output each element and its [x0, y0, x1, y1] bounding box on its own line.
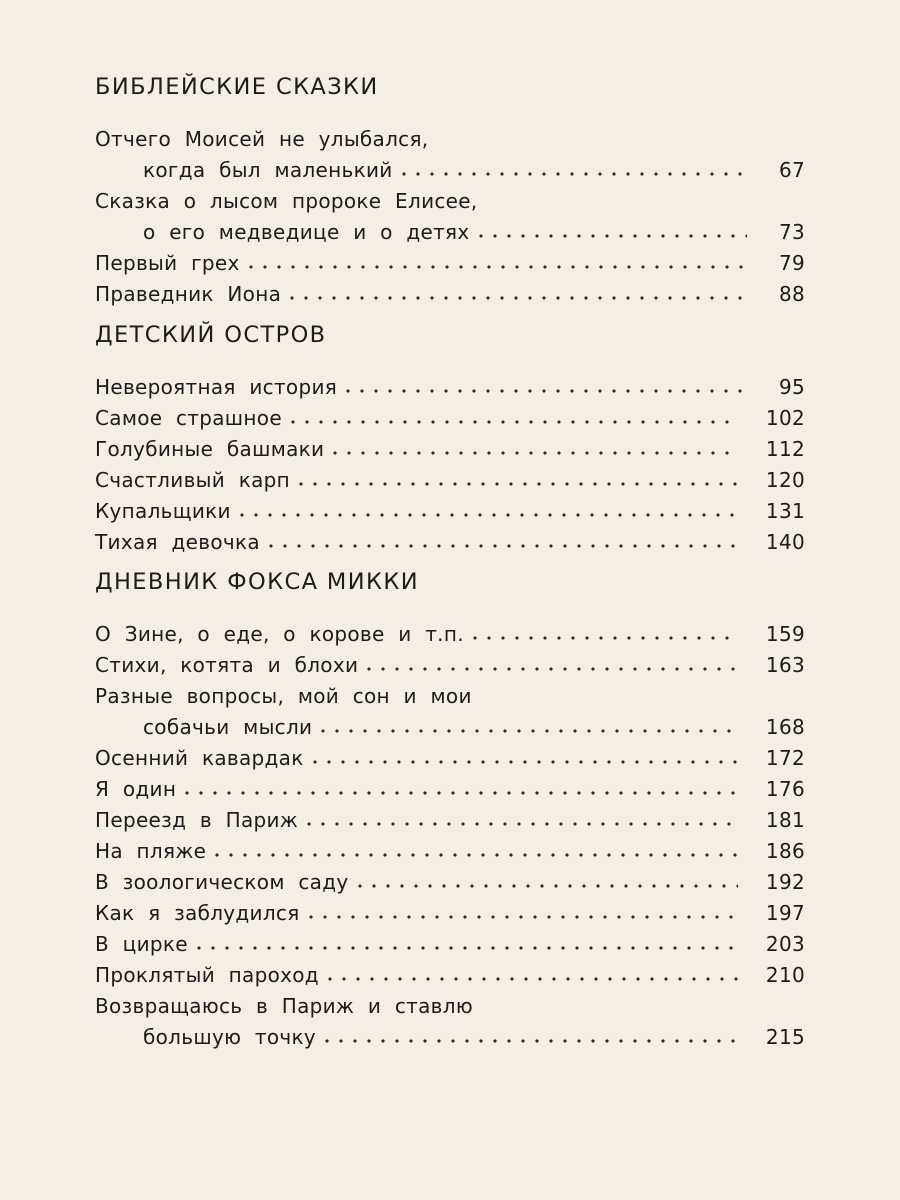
- entry-page-number: 140: [765, 530, 805, 554]
- toc-entry[interactable]: [95, 960, 805, 991]
- dot-leader: [323, 977, 738, 981]
- toc-entry-list: [95, 372, 805, 558]
- entry-title: В цирке: [95, 932, 188, 956]
- section-heading: БИБЛЕЙСКИЕ СКАЗКИ: [95, 74, 379, 100]
- dot-leader: [210, 853, 738, 857]
- toc-entry[interactable]: [95, 496, 805, 527]
- entry-title-continued: большую точку: [143, 1025, 316, 1049]
- dot-leader: [341, 389, 747, 393]
- toc-entry[interactable]: [95, 403, 805, 434]
- entry-title: Счастливый карп: [95, 468, 291, 492]
- entry-last-line: [95, 1022, 805, 1053]
- entry-title: Отчего Моисей не улыбался,: [95, 127, 429, 151]
- entry-line: [95, 898, 805, 929]
- dot-leader: [192, 946, 738, 950]
- entry-page-number: 192: [765, 870, 805, 894]
- dot-leader: [468, 636, 738, 640]
- toc-entry[interactable]: [95, 743, 805, 774]
- toc-entry[interactable]: [95, 991, 805, 1053]
- toc-entry[interactable]: [95, 248, 805, 279]
- entry-page-number: 95: [778, 375, 805, 399]
- dot-leader: [235, 513, 738, 517]
- entry-page-number: 203: [765, 932, 805, 956]
- entry-title: Стихи, котята и блохи: [95, 653, 359, 677]
- dot-leader: [244, 265, 747, 269]
- toc-entry[interactable]: [95, 372, 805, 403]
- entry-line: [95, 774, 805, 805]
- toc-entry[interactable]: [95, 619, 805, 650]
- entry-page-number: 181: [765, 808, 805, 832]
- toc-entry[interactable]: [95, 681, 805, 743]
- toc-entry-list: [95, 619, 805, 1053]
- entry-first-line: [95, 681, 805, 712]
- entry-title: Тихая девочка: [95, 530, 260, 554]
- entry-title: Как я заблудился: [95, 901, 300, 925]
- entry-page-number: 112: [765, 437, 805, 461]
- entry-line: [95, 465, 805, 496]
- entry-line: [95, 650, 805, 681]
- entry-first-line: [95, 186, 805, 217]
- toc-entry[interactable]: [95, 929, 805, 960]
- dot-leader: [353, 884, 738, 888]
- entry-page-number: 131: [765, 499, 805, 523]
- entry-page-number: 210: [765, 963, 805, 987]
- toc-entry[interactable]: [95, 867, 805, 898]
- entry-line: [95, 279, 805, 310]
- entry-page-number: 176: [765, 777, 805, 801]
- entry-page-number: 120: [765, 468, 805, 492]
- toc-entry[interactable]: [95, 805, 805, 836]
- toc-section: [95, 72, 805, 310]
- toc-entry[interactable]: [95, 186, 805, 248]
- entry-title: Сказка о лысом пророке Елисее,: [95, 189, 478, 213]
- entry-last-line: [95, 155, 805, 186]
- entry-title: Праведник Иона: [95, 282, 282, 306]
- entry-line: [95, 805, 805, 836]
- entry-page-number: 163: [765, 653, 805, 677]
- toc-entry[interactable]: [95, 434, 805, 465]
- entry-title: На пляже: [95, 839, 207, 863]
- entry-line: [95, 619, 805, 650]
- entry-last-line: [95, 712, 805, 743]
- entry-page-number: 168: [765, 715, 805, 739]
- entry-line: [95, 434, 805, 465]
- entry-page-number: 102: [765, 406, 805, 430]
- toc-entry[interactable]: [95, 124, 805, 186]
- dot-leader: [294, 482, 738, 486]
- entry-title: Проклятый пароход: [95, 963, 319, 987]
- entry-page-number: 172: [765, 746, 805, 770]
- entry-line: [95, 836, 805, 867]
- dot-leader: [180, 791, 738, 795]
- toc-entry[interactable]: [95, 465, 805, 496]
- dot-leader: [302, 822, 738, 826]
- entry-title: Невероятная история: [95, 375, 338, 399]
- entry-title: Осенний кавардак: [95, 746, 304, 770]
- entry-line: [95, 743, 805, 774]
- entry-title: Я один: [95, 777, 177, 801]
- entry-page-number: 79: [778, 251, 805, 275]
- entry-first-line: [95, 124, 805, 155]
- entry-page-number: 215: [765, 1025, 805, 1049]
- entry-first-line: [95, 991, 805, 1022]
- toc-entry[interactable]: [95, 279, 805, 310]
- entry-title: Переезд в Париж: [95, 808, 299, 832]
- dot-leader: [397, 172, 747, 176]
- entry-page-number: 73: [778, 220, 805, 244]
- entry-line: [95, 372, 805, 403]
- section-heading: ДНЕВНИК ФОКСА МИККИ: [95, 569, 419, 595]
- entry-last-line: [95, 217, 805, 248]
- toc-section: [95, 567, 805, 1053]
- dot-leader: [328, 451, 738, 455]
- entry-line: [95, 403, 805, 434]
- toc-section: [95, 320, 805, 558]
- entry-line: [95, 867, 805, 898]
- entry-title: В зоологическом саду: [95, 870, 349, 894]
- entry-title: О Зине, о еде, о корове и т.п.: [95, 622, 464, 646]
- entry-line: [95, 960, 805, 991]
- dot-leader: [286, 420, 738, 424]
- dot-leader: [264, 544, 738, 548]
- toc-entry[interactable]: [95, 898, 805, 929]
- toc-entry[interactable]: [95, 836, 805, 867]
- toc-entry-list: [95, 124, 805, 310]
- entry-page-number: 186: [765, 839, 805, 863]
- dot-leader: [304, 915, 738, 919]
- dot-leader: [474, 234, 747, 238]
- dot-leader: [316, 729, 738, 733]
- entry-page-number: 88: [778, 282, 805, 306]
- entry-title: Купальщики: [95, 499, 231, 523]
- toc-entry[interactable]: [95, 650, 805, 681]
- dot-leader: [308, 760, 738, 764]
- entry-title: Самое страшное: [95, 406, 282, 430]
- entry-line: [95, 527, 805, 558]
- entry-line: [95, 496, 805, 527]
- entry-title: Возвращаюсь в Париж и ставлю: [95, 994, 473, 1018]
- toc-entry[interactable]: [95, 774, 805, 805]
- entry-page-number: 197: [765, 901, 805, 925]
- entry-title: Голубиные башмаки: [95, 437, 325, 461]
- entry-title-continued: собачьи мысли: [143, 715, 313, 739]
- entry-page-number: 159: [765, 622, 805, 646]
- dot-leader: [362, 667, 738, 671]
- dot-leader: [320, 1039, 738, 1043]
- entry-title-continued: когда был маленький: [143, 158, 393, 182]
- entry-line: [95, 248, 805, 279]
- entry-title-continued: о его медведице и о детях: [143, 220, 470, 244]
- section-heading: ДЕТСКИЙ ОСТРОВ: [95, 322, 327, 348]
- entry-page-number: 67: [778, 158, 805, 182]
- entry-title: Первый грех: [95, 251, 240, 275]
- entry-title: Разные вопросы, мой сон и мои: [95, 684, 472, 708]
- entry-line: [95, 929, 805, 960]
- dot-leader: [285, 296, 747, 300]
- toc-entry[interactable]: [95, 527, 805, 558]
